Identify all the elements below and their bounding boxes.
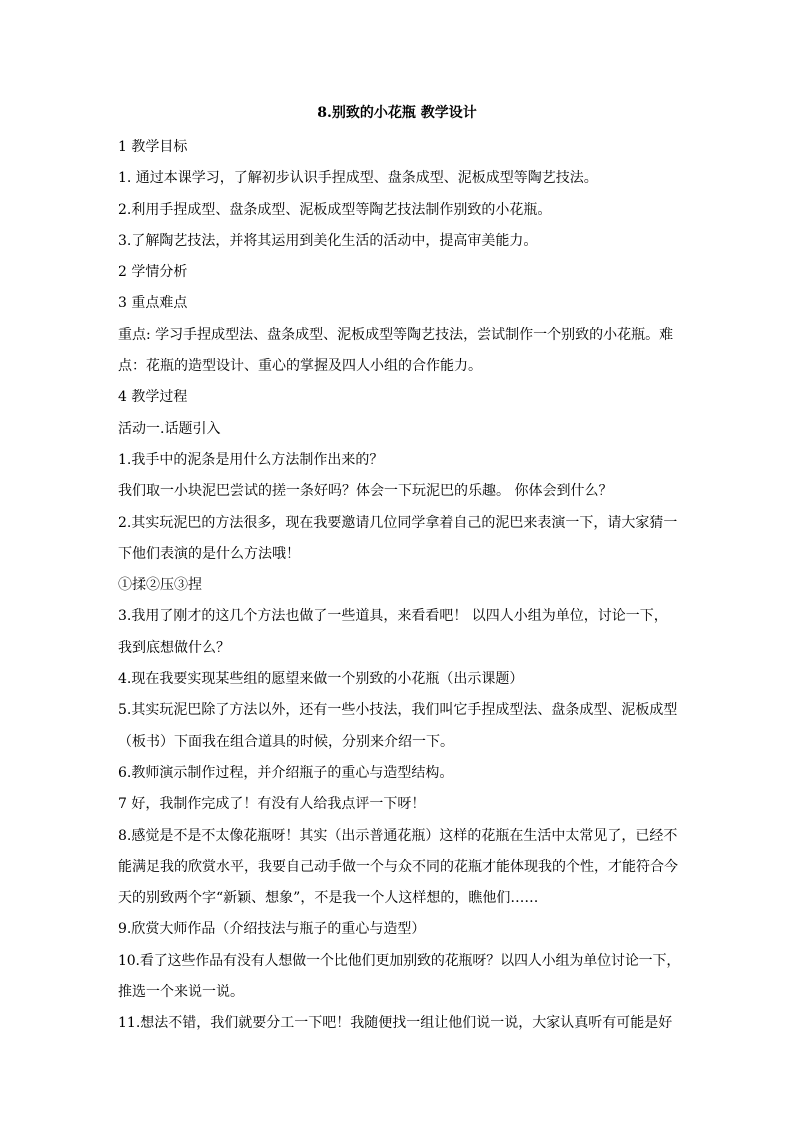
text-line: 11.想法不错，我们就要分工一下吧！我随便找一组让他们说一说，大家认真听有可能是好 (118, 1015, 673, 1032)
text-line: 8.感觉是不是不太像花瓶呀！其实（出示普通花瓶）这样的花瓶在生活中太常见了，已经不 (118, 827, 678, 844)
text-line: 3 重点难点 (118, 295, 188, 312)
text-line: 重点: 学习手捏成型法、盘条成型、泥板成型等陶艺技法，尝试制作一个别致的小花瓶。难 (118, 326, 674, 343)
text-line: 1 教学目标 (118, 139, 188, 155)
text-line: ①揉②压③捏 (118, 577, 202, 594)
text-line: 2.其实玩泥巴的方法很多，现在我要邀请几位同学拿着自己的泥巴来表演一下，请大家猜一 (118, 514, 678, 531)
text-line: 我们取一小块泥巴尝试的搓一条好吗？体会一下玩泥巴的乐趣。 你体会到什么？ (118, 483, 613, 500)
text-line: 7 好，我制作完成了！有没有人给我点评一下呀！ (118, 796, 426, 813)
text-line: 推选一个来说一说。 (118, 984, 244, 1001)
document-title: 8.别致的小花瓶 教学设计 (317, 105, 477, 121)
text-line: （板书）下面我在组合道具的时候，分别来介绍一下。 (118, 733, 454, 750)
text-line: 6.教师演示制作过程，并介绍瓶子的重心与造型结构。 (118, 764, 454, 781)
text-line: 5.其实玩泥巴除了方法以外，还有一些小技法，我们叫它手捏成型法、盘条成型、泥板成型 (118, 702, 678, 719)
text-line: 点：花瓶的造型设计、重心的掌握及四人小组的合作能力。 (118, 358, 482, 375)
text-line: 1. 通过本课学习，了解初步认识手捏成型、盘条成型、泥板成型等陶艺技法。 (118, 170, 598, 187)
text-line: 天的别致两个字“新颖、想象”，不是我一个人这样想的，瞧他们…… (118, 890, 539, 907)
document-body (118, 132, 680, 1040)
text-line: 我到底想做什么？ (118, 639, 230, 656)
text-line: 4.现在我要实现某些组的愿望来做一个别致的小花瓶（出示课题） (118, 671, 524, 688)
text-line: 9.欣赏大师作品（介绍技法与瓶子的重心与造型） (118, 921, 426, 938)
text-line: 2 学情分析 (118, 264, 188, 281)
text-line: 1.我手中的泥条是用什么方法制作出来的？ (118, 451, 384, 468)
text-line: 活动一.话题引入 (118, 420, 221, 437)
text-line: 2.利用手捏成型、盘条成型、泥板成型等陶艺技法制作别致的小花瓶。 (118, 201, 552, 218)
text-line: 4 教学过程 (118, 389, 188, 406)
text-line: 10.看了这些作品有没有人想做一个比他们更加别致的花瓶呀？以四人小组为单位讨论一下， (118, 952, 681, 969)
text-line: 3.了解陶艺技法，并将其运用到美化生活的活动中，提高审美能力。 (118, 232, 538, 249)
text-line: 3.我用了刚才的这几个方法也做了一些道具，来看看吧！ 以四人小组为单位，讨论一下， (118, 608, 668, 625)
text-line: 能满足我的欣赏水平，我要自己动手做一个与众不同的花瓶才能体现我的个性，才能符合今 (118, 858, 678, 875)
text-line: 下他们表演的是什么方法哦！ (118, 545, 300, 562)
